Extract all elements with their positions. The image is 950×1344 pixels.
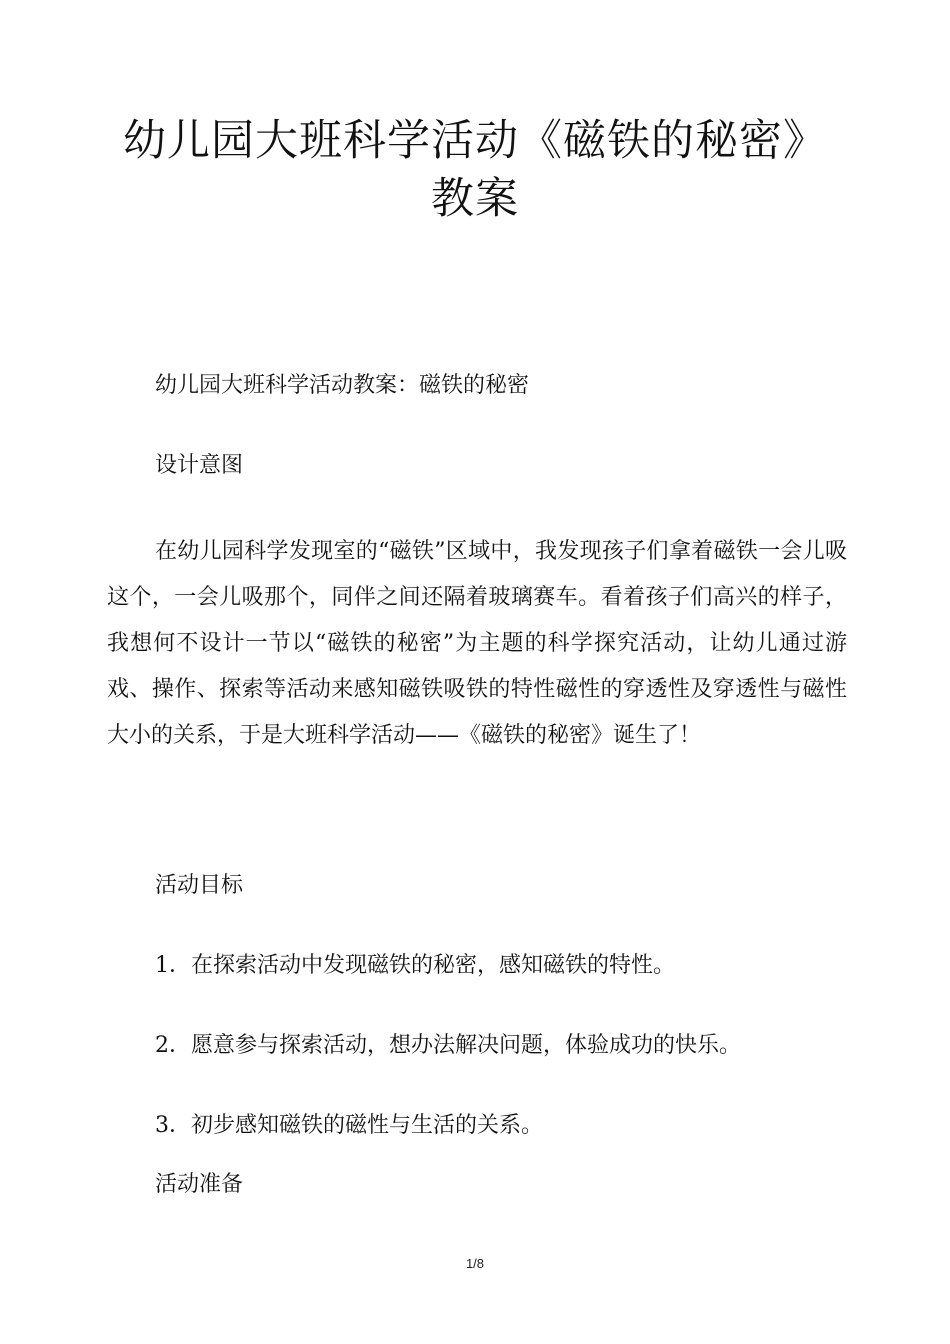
- page-number: 1/8: [465, 1256, 485, 1271]
- goal-item-3: 3．初步感知磁铁的磁性与生活的关系。: [155, 1113, 543, 1138]
- section-heading-design: 设计意图: [155, 453, 244, 478]
- design-paragraph: 在幼儿园科学发现室的“磁铁”区域中，我发现孩子们拿着磁铁一会儿吸这个，一会儿吸那个，同伴之间还隔着玻璃赛车。看着孩子们高兴的样子，我想何不设计一节以“磁铁的秘密”为主题的科学探究活动，让幼儿通过游戏、操作、探索等活动来感知磁铁吸铁的特性磁性的穿透性及穿透性与磁性大小的关系，于是大班科学活动——《磁铁的秘密》诞生了！: [107, 539, 847, 748]
- document-title: 幼儿园大班科学活动《磁铁的秘密》教案: [123, 116, 827, 224]
- section-heading-goals: 活动目标: [155, 873, 244, 898]
- document-subtitle: 幼儿园大班科学活动教案：磁铁的秘密: [155, 373, 530, 398]
- section-heading-preparation: 活动准备: [155, 1172, 244, 1197]
- goal-item-1: 1．在探索活动中发现磁铁的秘密，感知磁铁的特性。: [155, 953, 675, 978]
- goal-item-2: 2．愿意参与探索活动，想办法解决问题，体验成功的快乐。: [155, 1033, 741, 1058]
